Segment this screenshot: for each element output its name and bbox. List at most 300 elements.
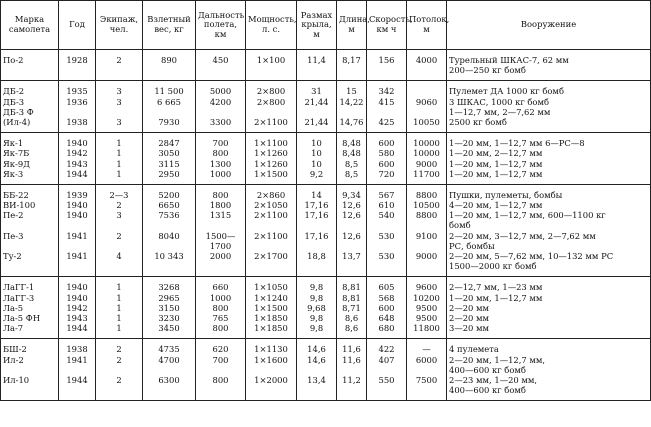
cell-text: 2 [116, 354, 122, 365]
cell-text: 9,68 [307, 302, 326, 313]
cell-text: Пе-2 [3, 210, 24, 221]
value-cell [143, 86, 196, 127]
cell-text: 4735 [158, 344, 180, 355]
cell-text: 3450 [158, 323, 180, 334]
cell-text: 1315 [209, 210, 232, 221]
cell-text: 1 [116, 168, 122, 179]
column-header: Марка самолета [1, 1, 59, 50]
cell-text: РС, бомбы [449, 240, 495, 251]
cell-text: ДБ-3 Ф [3, 106, 34, 117]
cell-text: 1—12,7 мм, 2—7,62 мм [449, 106, 551, 117]
cell-text: 3150 [158, 302, 180, 313]
cell-text: 3050 [158, 148, 180, 159]
cell-text [299, 107, 334, 117]
cell-text: 1×1260 [254, 158, 288, 169]
value-cell [96, 55, 143, 75]
cell-text [145, 220, 193, 230]
cell-text: 2—12,7 мм, 1—23 мм [449, 282, 543, 293]
cell-text: 1×2000 [254, 374, 288, 385]
cell-text: 415 [378, 96, 395, 107]
cell-text: 580 [378, 148, 395, 159]
cell-text: 1 [116, 323, 122, 334]
cell-text: 1—20 мм, 1—12,7 мм 6—РС—8 [449, 138, 585, 149]
column-header: Взлетный вес, кг [143, 1, 196, 50]
cell-text: 7536 [158, 210, 180, 221]
column-header: Дальность полета, км [196, 1, 246, 50]
cell-text: 9,8 [309, 282, 324, 293]
cell-text: 10500 [413, 200, 440, 211]
cell-text [3, 365, 56, 375]
cell-text: 2×1100 [254, 116, 288, 127]
cell-text: 1 [116, 148, 122, 159]
cell-text: 425 [378, 116, 395, 127]
cell-text: 15 [346, 86, 357, 97]
cell-text [61, 365, 93, 375]
cell-text: 1939 [66, 189, 88, 200]
value-cell [96, 138, 143, 179]
value-cell [143, 138, 196, 179]
cell-text: 10 [311, 138, 322, 149]
value-cell [407, 190, 447, 272]
cell-text: 1—20 мм, 1—12,7 мм [449, 168, 543, 179]
value-cell [367, 344, 407, 395]
cell-text: 1944 [66, 374, 88, 385]
cell-text: 1943 [66, 312, 88, 323]
cell-text: 8,48 [342, 148, 361, 159]
cell-text: 1940 [66, 138, 88, 149]
cell-text: 11,6 [342, 344, 361, 355]
cell-text: — [422, 344, 431, 355]
cell-text: 11,6 [342, 354, 361, 365]
cell-text: 1 [116, 138, 122, 149]
cell-text: 12,6 [342, 200, 361, 211]
value-cell [59, 138, 96, 179]
cell-text: 1500— [205, 230, 236, 241]
cell-text: 7930 [158, 116, 180, 127]
value-cell [297, 282, 337, 333]
cell-text [369, 220, 404, 230]
cell-text: 10 [311, 158, 322, 169]
cell-text: Ла-7 [3, 323, 24, 334]
cell-text: 1—20 мм, 1—12,7 мм [449, 158, 543, 169]
cell-text: 9,2 [309, 168, 324, 179]
cell-text: Ил-10 [3, 374, 30, 385]
cell-text: Ил-2 [3, 354, 24, 365]
cell-text [248, 365, 294, 375]
cell-text: 1942 [66, 148, 88, 159]
armament-cell [447, 55, 651, 75]
cell-text: 8800 [415, 189, 438, 200]
cell-text [98, 365, 140, 375]
cell-text: 660 [212, 282, 229, 293]
cell-text: 14 [311, 189, 322, 200]
cell-text [409, 365, 444, 375]
cell-text: По-2 [3, 55, 24, 65]
column-header: Мощность, л. с. [246, 1, 297, 50]
table-row [1, 138, 651, 179]
cell-text: 1800 [209, 200, 232, 211]
cell-text: 5000 [209, 86, 232, 97]
cell-text: 21,44 [304, 116, 329, 127]
cell-text: 1940 [66, 210, 88, 221]
armament-cell [447, 190, 651, 272]
cell-text: (Ил-4) [3, 116, 31, 127]
cell-text: 1 [116, 312, 122, 323]
cell-text [299, 241, 334, 251]
value-cell [407, 344, 447, 395]
cell-text [198, 107, 243, 117]
cell-text: 800 [212, 148, 229, 159]
cell-text: 6650 [158, 200, 180, 211]
cell-text: 3268 [158, 282, 180, 293]
cell-text: 422 [378, 344, 395, 355]
aircraft-group [1, 277, 651, 339]
cell-text: 8,5 [344, 158, 359, 169]
value-cell [246, 344, 297, 395]
cell-text [339, 107, 364, 117]
value-cell [367, 86, 407, 127]
cell-text [98, 107, 140, 117]
value-cell [246, 282, 297, 333]
value-cell [59, 86, 96, 127]
value-cell [367, 282, 407, 333]
cell-text: 1500—2000 кг бомб [449, 261, 537, 272]
cell-text: 9,8 [309, 292, 324, 303]
cell-text: 12,6 [342, 230, 361, 241]
cell-text: Пушки, пулеметы, бомбы [449, 189, 563, 200]
cell-text: 8,81 [342, 292, 361, 303]
value-cell [196, 282, 246, 333]
value-cell [143, 55, 196, 75]
cell-text: 540 [378, 210, 395, 221]
cell-text: 1944 [66, 323, 88, 334]
cell-text: 2—3 [109, 189, 129, 200]
cell-text: 600 [378, 138, 395, 149]
cell-text: Як-9Д [3, 158, 30, 169]
cell-text: 1×1850 [254, 312, 288, 323]
cell-text: 9100 [415, 230, 438, 241]
cell-text: 10000 [413, 148, 440, 159]
value-cell [246, 190, 297, 272]
value-cell [196, 344, 246, 395]
cell-text: 17,16 [304, 200, 329, 211]
cell-text [61, 241, 93, 251]
cell-text: 450 [212, 55, 229, 65]
armament-cell [447, 282, 651, 333]
cell-text: 720 [378, 168, 395, 179]
cell-text: 13,4 [307, 374, 326, 385]
cell-text: 567 [378, 189, 395, 200]
cell-text [248, 220, 294, 230]
cell-text [409, 241, 444, 251]
value-cell [297, 138, 337, 179]
aircraft-group [1, 184, 651, 277]
value-cell [246, 86, 297, 127]
cell-text: 10 343 [154, 251, 184, 261]
cell-text [198, 220, 243, 230]
cell-text: 8,6 [344, 312, 359, 323]
cell-text: 1—20 мм, 1—12,7 мм [449, 292, 543, 303]
cell-text: 1941 [66, 230, 88, 241]
cell-text: 1941 [66, 251, 88, 261]
cell-text: 2—23 мм, 1—20 мм, [449, 374, 538, 385]
cell-text: 9000 [415, 158, 438, 169]
cell-text: 2×1100 [254, 230, 288, 241]
cell-text: 800 [212, 323, 229, 334]
cell-text: 11800 [413, 323, 440, 334]
cell-text: 8,71 [342, 302, 361, 313]
cell-text [409, 220, 444, 230]
aircraft-group [1, 81, 651, 133]
cell-text: 2965 [158, 292, 180, 303]
value-cell [337, 138, 367, 179]
cell-text: 2000 [209, 251, 232, 261]
cell-text: 8,48 [342, 138, 361, 149]
cell-text: Ла-5 ФН [3, 312, 41, 323]
cell-text: 1938 [66, 116, 88, 127]
cell-text [248, 107, 294, 117]
value-cell [59, 282, 96, 333]
cell-text: 1×1050 [254, 282, 288, 293]
cell-text: 6 665 [157, 96, 181, 107]
armament-cell [447, 138, 651, 179]
cell-text: ВИ-100 [3, 200, 36, 211]
cell-text: 3 ШКАС, 1000 кг бомб [449, 96, 550, 107]
cell-text: 9500 [415, 302, 438, 313]
cell-text: 2 [116, 200, 122, 211]
cell-text: бомб [449, 220, 471, 231]
cell-text: 14,76 [339, 116, 364, 127]
value-cell [96, 86, 143, 127]
cell-text: 7500 [415, 374, 438, 385]
cell-text: 8,6 [344, 323, 359, 334]
cell-text: 8040 [158, 230, 180, 241]
cell-text: 10200 [413, 292, 440, 303]
cell-text: ЛаГГ-3 [3, 292, 35, 303]
cell-text: 9000 [415, 251, 438, 261]
value-cell [367, 138, 407, 179]
cell-text: 1940 [66, 200, 88, 211]
cell-text: 1938 [66, 344, 88, 355]
column-header: Длина, м [337, 1, 367, 50]
value-cell [96, 344, 143, 395]
aircraft-name-cell [1, 138, 59, 179]
cell-text: 700 [212, 138, 229, 149]
value-cell [337, 86, 367, 127]
cell-text: 2 [116, 374, 122, 385]
aircraft-name-cell [1, 282, 59, 333]
cell-text: 10 [311, 148, 322, 159]
value-cell [337, 190, 367, 272]
cell-text: 1×1100 [254, 138, 288, 149]
cell-text: 8,81 [342, 282, 361, 293]
cell-text: 10000 [413, 138, 440, 149]
cell-text: 3 [116, 210, 122, 221]
cell-text [3, 241, 56, 251]
cell-text: 14,6 [307, 354, 326, 365]
cell-text: Ла-5 [3, 302, 24, 313]
value-cell [297, 86, 337, 127]
column-header: Размах крыла, м [297, 1, 337, 50]
value-cell [407, 55, 447, 75]
cell-text [299, 220, 334, 230]
cell-text: 2×860 [256, 189, 286, 200]
value-cell [196, 138, 246, 179]
value-cell [143, 282, 196, 333]
cell-text: 13,7 [342, 251, 361, 261]
value-cell [337, 282, 367, 333]
cell-text: 4 [116, 251, 122, 261]
cell-text: 9,34 [342, 189, 361, 200]
cell-text: Пе-3 [3, 230, 24, 241]
cell-text [369, 365, 404, 375]
value-cell [196, 190, 246, 272]
cell-text: 2—20 мм, 1—12,7 мм, [449, 354, 546, 365]
value-cell [367, 190, 407, 272]
cell-text: 1×1260 [254, 148, 288, 159]
cell-text: 1940 [66, 282, 88, 293]
cell-text: 400—600 кг бомб [449, 364, 526, 375]
cell-text: 4 пулемета [449, 344, 499, 355]
cell-text: 3 [116, 96, 122, 107]
cell-text: 680 [378, 323, 395, 334]
cell-text: 530 [378, 230, 395, 241]
table-row [1, 55, 651, 75]
cell-text: 9600 [415, 282, 438, 293]
cell-text: 17,16 [304, 210, 329, 221]
value-cell [196, 86, 246, 127]
cell-text: 1—20 мм, 2—12,7 мм [449, 148, 543, 159]
table-row [1, 190, 651, 272]
cell-text: 800 [212, 374, 229, 385]
cell-text: 400—600 кг бомб [449, 385, 526, 396]
cell-text [339, 241, 364, 251]
column-header: Скорость, км ч [367, 1, 407, 50]
cell-text: 9060 [415, 96, 438, 107]
cell-text: 1×100 [256, 55, 286, 65]
cell-text [409, 86, 444, 96]
cell-text: 1941 [66, 354, 88, 365]
value-cell [196, 55, 246, 75]
value-cell [96, 190, 143, 272]
cell-text: 2 [116, 344, 122, 355]
aircraft-name-cell [1, 344, 59, 395]
cell-text [198, 365, 243, 375]
cell-text: 1300 [209, 158, 232, 169]
cell-text: 1 [116, 158, 122, 169]
cell-text: ДБ-3 [3, 96, 25, 107]
cell-text: 2—20 мм [449, 302, 490, 313]
cell-text [61, 107, 93, 117]
cell-text: 342 [378, 86, 395, 97]
cell-text: 8,17 [342, 55, 361, 65]
cell-text: 3 [116, 86, 122, 97]
cell-text: 3300 [209, 116, 232, 127]
cell-text: 600 [378, 158, 395, 169]
cell-text: 1 [116, 282, 122, 293]
cell-text: 14,22 [339, 96, 364, 107]
cell-text: 1×1500 [254, 168, 288, 179]
cell-text: Як-7Б [3, 148, 30, 159]
aircraft-group [1, 133, 651, 185]
value-cell [337, 344, 367, 395]
cell-text: 3115 [158, 158, 180, 169]
cell-text: 1936 [66, 96, 88, 107]
value-cell [407, 138, 447, 179]
value-cell [143, 344, 196, 395]
cell-text: 2×1700 [254, 251, 288, 261]
cell-text: 1935 [66, 86, 88, 97]
value-cell [59, 55, 96, 75]
cell-text [339, 365, 364, 375]
value-cell [143, 190, 196, 272]
cell-text: 1×1130 [254, 344, 288, 355]
value-cell [59, 344, 96, 395]
cell-text: 1928 [66, 55, 88, 65]
cell-text: 605 [378, 282, 395, 293]
cell-text: 700 [212, 354, 229, 365]
cell-text: 31 [311, 86, 322, 97]
cell-text: 2500 кг бомб [449, 116, 507, 127]
cell-text: 1×1850 [254, 323, 288, 334]
cell-text: 800 [212, 302, 229, 313]
cell-text [3, 220, 56, 230]
cell-text: 9500 [415, 312, 438, 323]
cell-text [98, 220, 140, 230]
value-cell [96, 282, 143, 333]
cell-text: 2×1050 [254, 200, 288, 211]
cell-text [299, 365, 334, 375]
column-header: Год [59, 1, 96, 50]
cell-text: 568 [378, 292, 395, 303]
cell-text: 2—20 мм, 5—7,62 мм, 10—132 мм РС [449, 251, 614, 261]
cell-text: 2950 [158, 168, 180, 179]
value-cell [297, 190, 337, 272]
cell-text: 12,6 [342, 210, 361, 221]
cell-text: 890 [161, 55, 177, 65]
cell-text: Як-1 [3, 138, 24, 149]
cell-text: ДБ-2 [3, 86, 25, 97]
cell-text: 8800 [415, 210, 438, 221]
cell-text: 1942 [66, 302, 88, 313]
cell-text: 17,16 [304, 230, 329, 241]
cell-text: 600 [378, 302, 395, 313]
cell-text: 11 500 [154, 86, 184, 97]
value-cell [59, 190, 96, 272]
cell-text: 9,8 [309, 312, 324, 323]
cell-text: 18,8 [307, 251, 326, 261]
cell-text: 2×800 [256, 96, 286, 107]
cell-text: 1×1500 [254, 302, 288, 313]
cell-text: 1 [116, 292, 122, 303]
cell-text [409, 107, 444, 117]
cell-text: 3 [116, 116, 122, 127]
value-cell [367, 55, 407, 75]
cell-text: 2×800 [256, 86, 286, 97]
cell-text [145, 107, 193, 117]
cell-text: 2—20 мм, 3—12,7 мм, 2—7,62 мм [449, 230, 596, 241]
cell-text: 8,5 [344, 168, 359, 179]
cell-text: 11700 [413, 168, 440, 179]
cell-text: 4700 [158, 354, 180, 365]
armament-cell [447, 344, 651, 395]
cell-text: 1×1600 [254, 354, 288, 365]
value-cell [246, 138, 297, 179]
cell-text: 4000 [415, 55, 438, 65]
header-row [1, 1, 651, 50]
column-header: Вооружение [447, 1, 651, 50]
cell-text [339, 220, 364, 230]
